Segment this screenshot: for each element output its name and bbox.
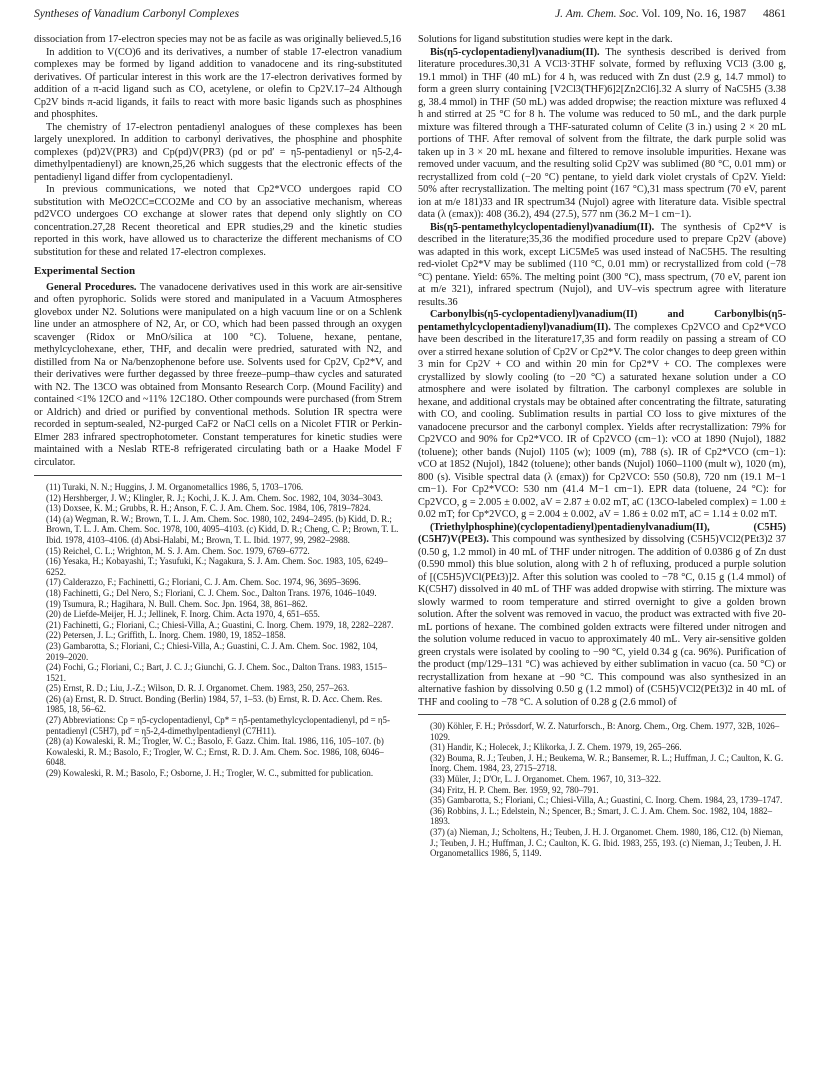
subsection-title: Bis(η5-cyclopentadienyl)vanadium(II). xyxy=(430,46,600,58)
reference-item: (21) Fachinetti, G.; Floriani, C.; Chiesi-Villa, A.; Guastini, C. Inorg. Chem. 1979, 18, 2282–2287. xyxy=(46,619,394,630)
reference-item: (12) Hershberger, J. W.; Klingler, R. J.; Kochi, J. K. J. Am. Chem. Soc. 1982, 104, 3034–3043. xyxy=(46,492,383,503)
reference-item: (32) Bouma, R. J.; Teuben, J. H.; Beukema, W. R.; Bansemer, R. L.; Huffman, J. C.; Caulton, K. G. Inorg. Chem. 1984, 23, 2715–2718. xyxy=(430,752,784,774)
subsection-text: The synthesis of Cp2*V is described in the literature;35,36 the modified procedure used to prepare Cp2V (above) was adapted in this work, except LiC5Me5 was used instead of NaC5H5. The resulting red-violet Cp2*V may be sublimed (110 °C, 0.01 mm) or recrystallized from cold (−78 °C) pentane. Yield: 65%. The melting point (300 °C), mass spectrum, (70 eV, parent ion at m/e 321), infrared spectrum (Nujol), and UV–vis spectrum agree with literature results.36 xyxy=(418,221,786,308)
reference-list xyxy=(34,482,402,779)
reference-item: (37) (a) Nieman, J.; Scholtens, H.; Teuben, J. H. J. Organomet. Chem. 1980, 186, C12. (b) Nieman, J.; Teuben, J. H.; Huffman, J. C.; Caulton, K. G. Ibid. 1983, 255, 193. (c) Nieman, J.; Teuben, J. H. Organometallics 1986, 5, 1149. xyxy=(430,826,784,859)
reference-item: (19) Tsumura, R.; Hagihara, N. Bull. Chem. Soc. Jpn. 1964, 38, 861–862. xyxy=(46,598,308,609)
reference-item: (20) de Liefde-Meijer, H. J.; Jellinek, F. Inorg. Chim. Acta 1970, 4, 651–655. xyxy=(46,609,320,620)
paragraph: In previous communications, we noted that Cp2*VCO undergoes rapid CO substitution with MeO2CC≡CCO2Me and CO by an associative mechanism, whereas pd2VCO undergoes CO exchange at slower rates that depend only slightly on CO concentration.27,28 Recent theoretical and EPR studies,29 and the kinetic studies reported in this work, have allowed us to characterize the different mechanisms of CO substitution for these and related 17-electron complexes. xyxy=(34,184,402,258)
running-title: Syntheses of Vanadium Carbonyl Complexes xyxy=(34,8,240,20)
reference-item: (33) Müler, J.; D'Or, L. J. Organomet. Chem. 1967, 10, 313–322. xyxy=(430,773,661,784)
paragraph: In addition to V(CO)6 and its derivatives, a number of stable 17-electron vanadium complexes may be formed by ligand addition to vanadocene and its ring-substituted derivatives. Of particular interest in this work are the 17-electron derivatives formed by addition of a π-acid ligand such as CO, acetylene, or olefin to Cp2V.17–24 Although Cp2V binds π-acid ligands, it fails to react with more basic ligands such as phosphines and phosphites. xyxy=(34,46,402,120)
reference-item: (30) Köhler, F. H.; Prössdorf, W. Z. Naturforsch., B: Anorg. Chem., Org. Chem. 1977, 32B, 1026–1029. xyxy=(430,721,780,742)
reference-item: (16) Yesaka, H.; Kobayashi, T.; Yasufuki, K.; Nagakura, S. J. Am. Chem. Soc. 1983, 105, 6249–6252. xyxy=(46,556,388,577)
page-number: 4861 xyxy=(763,8,786,20)
reference-item: (29) Kowaleski, R. M.; Basolo, F.; Osborne, J. H.; Trogler, W. C., submitted for publication. xyxy=(46,768,374,779)
subsection-title: (Triethylphosphine)(cyclopentadienyl)pentadienylvanadium(II), (C5H5)(C5H7)V(PEt3). xyxy=(418,521,786,545)
running-header xyxy=(34,8,786,24)
subsection-text: This compound was synthesized by dissolving (C5H5)VCl2(PEt3)2 37 (0.50 g, 1.2 mmol) in 40 mL of THF under nitrogen. The addition of 0.0386 g of Zn dust (0.590 mmol) this blue solution, along with 2 h of refluxing, produced a purple solution of [(C5H5)VCl(PEt3)]2. After this solution was cooled to −78 °C, 0.15 g (1.4 mmol) of K(C5H7) dissolved in 40 mL of THF was added dropwise with stirring. The mixture was slowly warmed to room temperature and stirred overnight to give a golden brown solution. After the solvent was removed in vacuo, the product was extracted with five 20-mL portions of hexane. The combined golden extracts were filtered under nitrogen and the solution volume reduced in vacuo to approximately 40 mL. Very air-sensitive golden green crystals were isolated by cooling to −90 °C, yield 0.34 g (ca. 96%). Purification of the product (mp/129–131 °C) was achieved by either sublimation in vacuo (ca. 50 °C) or recrystallization from hexane at −90 °C. This compound was also synthesized in an alternative fashion by dissolving 0.50 g (1.2 mmol) of (C5H5)VCl2(PEt3)2 in 40 mL of THF and cooling to −78 °C. A solution of 0.28 g (2.6 mmol) of xyxy=(418,534,786,708)
reference-item: (27) Abbreviations: Cp = η5-cyclopentadienyl, Cp* = η5-pentamethylcyclopentadienyl, pd = η5-pentadienyl (C5H7), pd′ = η5-2,4-dimethylpentadienyl (C7H11). xyxy=(46,715,390,736)
reference-item: (35) Gambarotta, S.; Floriani, C.; Chiesi-Villa, A.; Guastini, C. Inorg. Chem. 1984, 23, 1739–1747. xyxy=(430,795,783,806)
reference-item: (31) Handir, K.; Holecek, J.; Klikorka, J. Z. Chem. 1979, 19, 265–266. xyxy=(430,742,682,753)
reference-item: (14) (a) Wegman, R. W.; Brown, T. L. J. Am. Chem. Soc. 1980, 102, 2494–2495. (b) Kidd, D. R.; Brown, T. L. J. Am. Chem. Soc. 1978, 100, 4095–4103. (c) Kidd, D. R.; Cheng, C. P.; Brown, T. L. Ibid. 1978, 4103–4106. (d) Absi-Halabi, M.; Brown, T. L. Ibid. 1977, 99, 2982–2988. xyxy=(46,513,399,545)
reference-list xyxy=(418,721,786,859)
footnote-divider xyxy=(418,714,786,715)
reference-item: (36) Robbins, J. L.; Edelstein, N.; Spencer, B.; Smart, J. C. J. Am. Chem. Soc. 1982, 104, 1882–1893. xyxy=(430,805,773,827)
reference-item: (26) (a) Ernst, R. D. Struct. Bonding (Berlin) 1984, 57, 1–53. (b) Ernst, R. D. Acc. Chem. Res. 1985, 18, 56–62. xyxy=(46,693,383,715)
journal-volume: Vol. 109, No. 16, 1987 xyxy=(641,8,747,20)
reference-item: (25) Ernst, R. D.; Liu, J.-Z.; Wilson, D. R. J. Organomet. Chem. 1983, 250, 257–263. xyxy=(46,683,350,694)
paragraph xyxy=(418,522,786,710)
subsection-text: The vanadocene derivatives used in this work are air-sensitive and often pyrophoric. Solids were stored and manipulated in a Vacuum Atmospheres glovebox under N2. Solutions were manipulated on a high vacuum line or on a Schlenk line under an atmosphere of N2, Ar, or CO, which had been passed through an oxygen scavenger (Ridox or MnO/silica at 100 °C). Toluene, hexane, pentane, methylcyclohexane, ether, THF, and decalin were predried, saturated with N2, and distilled from Na or Na/benzophenone before use. Solvents used for Cp2V, Cp2*V, and their derivatives were further degassed by three freeze–pump–thaw cycles and saturated with N2. The 13CO was obtained from Monsanto Research Corp. (Mound Facility) and contained <1% 12CO and ~11% 12C18O. Other compounds were purchased (from Strem or Aldrich) and dried or purified by conventional methods. Solution IR spectra were recorded in septum-sealed, N2-purged CaF2 or NaCl cells on a Nicolet FTIR or Perkin-Elmer 283 infrared spectrophotometer. Constant temperatures for kinetic studies were maintained with a Neslab RTE-8 refrigerated circulating bath or a Haake Model F circulator. xyxy=(34,281,402,468)
left-column xyxy=(34,34,402,779)
paragraph xyxy=(418,222,786,310)
reference-item: (15) Reichel, C. L.; Wrighton, M. S. J. Am. Chem. Soc. 1979, 6769–6772. xyxy=(46,545,310,556)
reference-item: (18) Fachinetti, G.; Del Nero, S.; Floriani, C. J. Chem. Soc., Dalton Trans. 1976, 1046–1049. xyxy=(46,587,377,598)
paragraph: dissociation from 17-electron species may not be as facile as was originally believed.5,16 xyxy=(34,34,402,45)
subsection-title: Bis(η5-pentamethylcyclopentadienyl)vanadium(II). xyxy=(430,221,655,233)
paragraph: Solutions for ligand substitution studies were kept in the dark. xyxy=(418,34,673,45)
paragraph xyxy=(418,309,786,522)
reference-item: (17) Calderazzo, F.; Fachinetti, G.; Floriani, C. J. Am. Chem. Soc. 1974, 96, 3695–3696. xyxy=(46,577,361,588)
subsection-text: The synthesis described is derived from literature procedures.30,31 A VCl3·3THF solvate, formed by refluxing VCl3 (3.00 g, 19.1 mmol) in THF (40 mL) for 4 h, was reduced with Zn dust (2.9 g, 14.7 mmol) to form a green slurry containing [V2Cl3(THF)6]2[Zn2Cl6].32 A slurry of NaC5H5 (3.38 g, 38.4 mmol) in THF (50 mL) was added dropwise; the reaction mixture was refluxed 4 h and stirred at 25 °C for 8 h. The volume was reduced to 50 mL, and the dark purple mixture was filtered through a THF-saturated column of Celite (3 in.) using 2 × 20 mL portions of THF. After removal of solvent from the filtrate, the dark purple solid was taken up in 3 × 20 mL hexane and filtered to remove insoluble impurities. Hexane was removed under vacuum, and the resulting solid Cp2V was sublimed (80 °C, 0.01 mm) or recrystallized from cold (−20 °C) pentane, to yield dark violet crystals of Cp2V. Yield: 50% after recrystallization. The melting point (167 °C),31 mass spectrum (70 eV, parent ion at m/e 181)33 and IR spectrum34 (Nujol) agree with literature data. Visible spectral data (λ (εmax)): 408 (36.2), 494 (27.5), 577 nm (36.2 M−1 cm−1). xyxy=(418,46,786,220)
footnote-divider xyxy=(34,475,402,476)
paragraph xyxy=(34,282,402,470)
subsection-text: The complexes Cp2VCO and Cp2*VCO have been described in the literature17,35 and form readily on passing a stream of CO over a stirred hexane solution of Cp2V or Cp2*V. The color changes to deep green within 3 min for Cp2V + CO and within 20 min for Cp2*V + CO. The complexes were crystallized by slowly cooling (to −20 °C) a saturated hexane solution under a CO atmosphere and were isolated by filtration. The carbonyl complexes are soluble in hexane, and additional crystals may be obtained after concentrating the filtrate, saturating with CO, and cooling. Sublimation results in partial CO loss to give mixtures of the vanadocene precursor and the carbonyl complex. Yields after recrystallization: 79% for Cp2VCO and 90% for Cp2*VCO. IR of Cp2VCO (cm−1): νCO at 1890 (Nujol), 1882 (toluene); other bands (Nujol) 1105 (w); 1009 (m), 788 (s). IR of Cp2*VCO (cm−1): νCO at 1852 (Nujol), 1842 (toluene); other bands (Nujol) 1060–1100 (mult w), 1020 (m), 800 (s). Visible spectral data (λ (εmax)) for Cp2VCO: 550 (50.8), 720 nm (19.1 M−1 cm−1). For Cp2*VCO: 530 nm (41.4 M−1 cm−1). EPR data (toluene, 24 °C): for Cp2VCO, g = 2.005 ± 0.002, aV = 2.87 ± 0.02 mT, aC (13CO-labeled complex) = 1.00 ± 0.02 mT; for Cp*2VCO, g = 2.004 ± 0.002, aV = 1.86 ± 0.02 mT, aC = 1.14 ± 0.02 mT. xyxy=(418,321,786,520)
subsection-title: General Procedures. xyxy=(46,281,137,293)
reference-item: (11) Turaki, N. N.; Huggins, J. M. Organometallics 1986, 5, 1703–1706. xyxy=(46,482,304,492)
reference-item: (34) Fritz, H. P. Chem. Ber. 1959, 92, 780–791. xyxy=(430,784,599,795)
journal-name: J. Am. Chem. Soc. xyxy=(555,8,639,20)
reference-item: (24) Fochi, G.; Floriani, C.; Bart, J. C. J.; Giunchi, G. J. Chem. Soc., Dalton Trans. 1983, 1515–1521. xyxy=(46,662,387,683)
section-heading: Experimental Section xyxy=(34,265,136,277)
right-column xyxy=(418,34,786,859)
reference-item: (23) Gambarotta, S.; Floriani, C.; Chiesi-Villa, A.; Guastini, C. J. Am. Chem. Soc. 1982, 104, 2019–2020. xyxy=(46,640,378,662)
paragraph xyxy=(418,47,786,222)
paragraph: The chemistry of 17-electron pentadienyl analogues of these complexes has been largely unexplored. In addition to carbonyl derivatives, the phosphine and phosphite complexes (pd)2V(PR3) and Cp(pd)V(PR3) (pd or pd′ = η5-pentadienyl or η5-2,4-dimethylpentadienyl) are known,25,26 which suggests that the electronic effects of the pentadienyl ligand differ from cyclopentadienyl. xyxy=(34,121,402,183)
reference-item: (28) (a) Kowaleski, R. M.; Trogler, W. C.; Basolo, F. Gazz. Chim. Ital. 1986, 116, 105–107. (b) Kowaleski, R. M.; Basolo, F.; Trogler, W. C.; Ernst, R. D. J. Am. Chem. Soc. 1986, 108, 6046–6048. xyxy=(46,736,384,768)
reference-item: (13) Doxsee, K. M.; Grubbs, R. H.; Anson, F. C. J. Am. Chem. Soc. 1984, 106, 7819–7824. xyxy=(46,503,371,514)
subsection-title: Carbonylbis(η5-cyclopentadienyl)vanadium(II) and Carbonylbis(η5-pentamethylcyclopentadienyl)vanadium(II). xyxy=(418,309,786,333)
reference-item: (22) Petersen, J. L.; Griffith, L. Inorg. Chem. 1980, 19, 1852–1858. xyxy=(46,630,286,641)
journal-citation xyxy=(555,8,786,20)
